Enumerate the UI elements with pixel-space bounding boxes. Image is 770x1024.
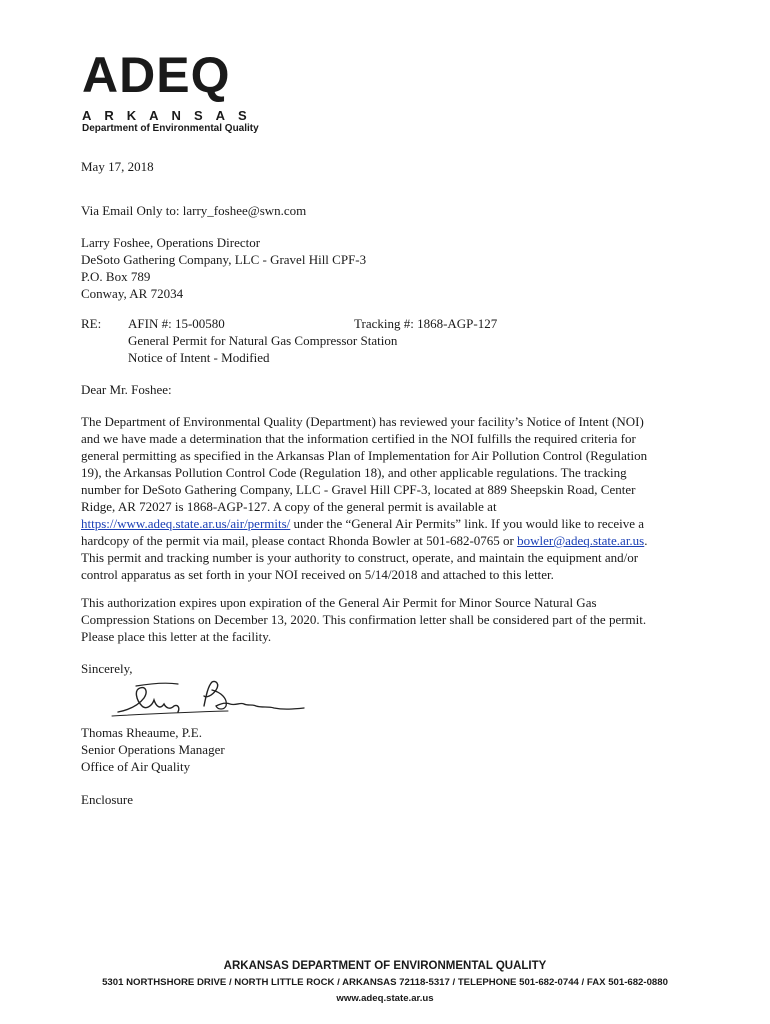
recipient-company: DeSoto Gathering Company, LLC - Gravel Hill CPF-3 bbox=[81, 252, 367, 267]
body-1-line: Ridge, AR 72027 is 1868-AGP-127. A copy of the general permit is available at bbox=[81, 499, 497, 514]
re-label: RE: bbox=[81, 316, 102, 331]
signer-title: Senior Operations Manager bbox=[81, 742, 225, 757]
body-1-line: The Department of Environmental Quality (Department) has reviewed your facility’s Notice of Intent (NOI) bbox=[81, 414, 644, 429]
recipient-city: Conway, AR 72034 bbox=[81, 286, 184, 301]
body-1-line bbox=[81, 515, 691, 532]
enclosure-note: Enclosure bbox=[81, 792, 133, 807]
footer-website: www.adeq.state.ar.us bbox=[336, 993, 434, 1004]
footer-agency-name: ARKANSAS DEPARTMENT OF ENVIRONMENTAL QUALITY bbox=[223, 960, 547, 972]
logo-word: ADEQ bbox=[82, 47, 231, 103]
body-2-line: This authorization expires upon expiration of the General Air Permit for Minor Source Natural Gas bbox=[81, 595, 597, 610]
signer-block bbox=[81, 724, 225, 775]
re-afin: AFIN #: 15-00580 bbox=[128, 316, 225, 331]
body-1-line: This permit and tracking number is your authority to construct, operate, and maintain the equipment and/or bbox=[81, 550, 639, 565]
adeq-logo bbox=[82, 47, 292, 134]
body-1-line: 19), the Arkansas Pollution Control Code (Regulation 18), and other applicable regulations. The tracking bbox=[81, 465, 627, 480]
handwritten-signature bbox=[108, 676, 308, 722]
body-2-line: Compression Stations on December 13, 2020. This confirmation letter shall be considered part of the permit. bbox=[81, 612, 647, 627]
re-subject-2: Notice of Intent - Modified bbox=[128, 350, 270, 365]
recipient-po-box: P.O. Box 789 bbox=[81, 269, 151, 284]
salutation: Dear Mr. Foshee: bbox=[81, 382, 172, 397]
body-paragraph-2 bbox=[81, 594, 691, 645]
footer-address: 5301 NORTHSHORE DRIVE / NORTH LITTLE ROCK / ARKANSAS 72118-5317 / TELEPHONE 501-682-0744 / FAX 501-682-0880 bbox=[102, 977, 668, 988]
logo-state: ARKANSAS bbox=[82, 108, 260, 123]
signer-name: Thomas Rheaume, P.E. bbox=[81, 725, 202, 740]
logo-department: Department of Environmental Quality bbox=[82, 123, 259, 134]
closing: Sincerely, bbox=[81, 661, 133, 676]
body-1-line: and we have made a determination that the information certified in the NOI fulfills the required criteria for bbox=[81, 431, 636, 446]
body-1-line-rest: under the “General Air Permits” link. If you would like to receive a bbox=[290, 516, 645, 531]
body-1-line: control apparatus as set forth in your NOI received on 5/14/2018 and attached to this letter. bbox=[81, 567, 554, 582]
body-1-line bbox=[81, 532, 691, 549]
body-1-line: general permitting as specified in the Arkansas Plan of Implementation for Air Pollution Control (Regulation bbox=[81, 448, 648, 463]
body-paragraph-1 bbox=[81, 413, 691, 583]
signer-office: Office of Air Quality bbox=[81, 759, 191, 774]
recipient-name-title: Larry Foshee, Operations Director bbox=[81, 235, 261, 250]
permits-link[interactable]: https://www.adeq.state.ar.us/air/permits/ bbox=[81, 516, 291, 531]
email-link[interactable]: bowler@adeq.state.ar.us bbox=[517, 533, 645, 548]
re-tracking: Tracking #: 1868-AGP-127 bbox=[354, 316, 498, 331]
recipient-address bbox=[81, 234, 366, 302]
via-email-line: Via Email Only to: larry_foshee@swn.com bbox=[81, 203, 307, 218]
body-1-line: number for DeSoto Gathering Company, LLC - Gravel Hill CPF-3, located at 889 Sheepskin Road, Center bbox=[81, 482, 636, 497]
body-1-contact-text: hardcopy of the permit via mail, please contact Rhonda Bowler at 501-682-0765 or bbox=[81, 533, 518, 548]
body-1-period: . bbox=[644, 533, 648, 548]
re-subject-1: General Permit for Natural Gas Compressor Station bbox=[128, 333, 398, 348]
body-2-line: Please place this letter at the facility. bbox=[81, 629, 272, 644]
letter-date: May 17, 2018 bbox=[81, 159, 154, 174]
